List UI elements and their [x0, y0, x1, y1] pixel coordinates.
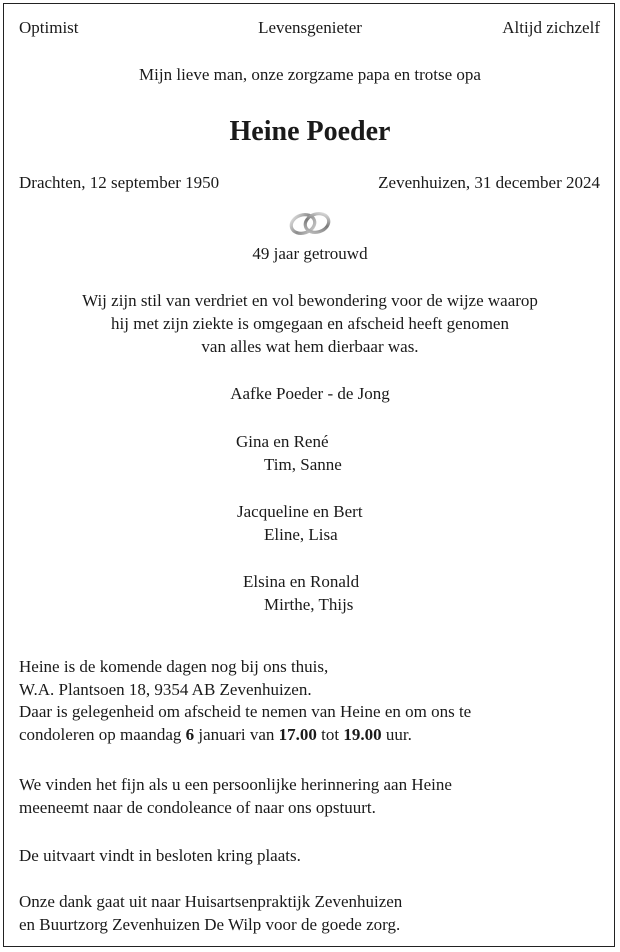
memory-line: We vinden het fijn als u een persoonlijke herinnering aan Heine — [19, 775, 452, 794]
tribute-line: van alles wat hem dierbaar was. — [201, 337, 419, 356]
deceased-name: Heine Poeder — [229, 116, 391, 147]
wedding-rings-icon — [287, 209, 333, 237]
visit-time-to: 19.00 — [343, 724, 382, 744]
thanks-paragraph — [19, 891, 402, 936]
visit-time-from: 17.00 — [278, 724, 317, 744]
intro-line: Mijn lieve man, onze zorgzame papa en trotse opa — [139, 65, 481, 84]
family-parents: Gina en René — [236, 432, 329, 451]
header-left: Optimist — [19, 18, 79, 37]
spouse-name: Aafke Poeder - de Jong — [230, 384, 390, 403]
visit-day: 6 — [185, 724, 195, 744]
family-parents: Elsina en Ronald — [243, 572, 360, 591]
thanks-line: Onze dank gaat uit naar Huisartsenpraktijk Zevenhuizen — [19, 892, 403, 911]
tribute-line: Wij zijn stil van verdriet en vol bewondering voor de wijze waarop — [82, 291, 538, 310]
memory-paragraph — [19, 774, 452, 819]
header-right: Altijd zichzelf — [502, 18, 600, 37]
visit-line: Heine is de komende dagen nog bij ons thuis, — [19, 657, 329, 676]
family-parents: Jacqueline en Bert — [237, 502, 363, 521]
family-children: Mirthe, Thijs — [264, 595, 354, 614]
marriage-line: 49 jaar getrouwd — [252, 244, 368, 263]
visit-line: condoleren op maandag 6 januari van 17.00 tot 19.00 uur. — [19, 724, 412, 744]
visit-paragraph — [19, 656, 471, 746]
family-children: Eline, Lisa — [264, 525, 338, 544]
death-info: Zevenhuizen, 31 december 2024 — [378, 173, 600, 192]
birth-info: Drachten, 12 september 1950 — [19, 173, 220, 192]
visit-line: W.A. Plantsoen 18, 9354 AB Zevenhuizen. — [19, 679, 312, 699]
memory-line: meeneemt naar de condoleance of naar ons opstuurt. — [19, 797, 376, 817]
thanks-line: en Buurtzorg Zevenhuizen De Wilp voor de goede zorg. — [19, 914, 401, 934]
header-center: Levensgenieter — [258, 18, 362, 37]
family-children: Tim, Sanne — [264, 455, 342, 474]
visit-line: Daar is gelegenheid om afscheid te nemen van Heine en om ons te — [19, 702, 472, 721]
funeral-line: De uitvaart vindt in besloten kring plaats. — [19, 846, 301, 865]
tribute-line: hij met zijn ziekte is omgegaan en afscheid heeft genomen — [111, 314, 509, 333]
